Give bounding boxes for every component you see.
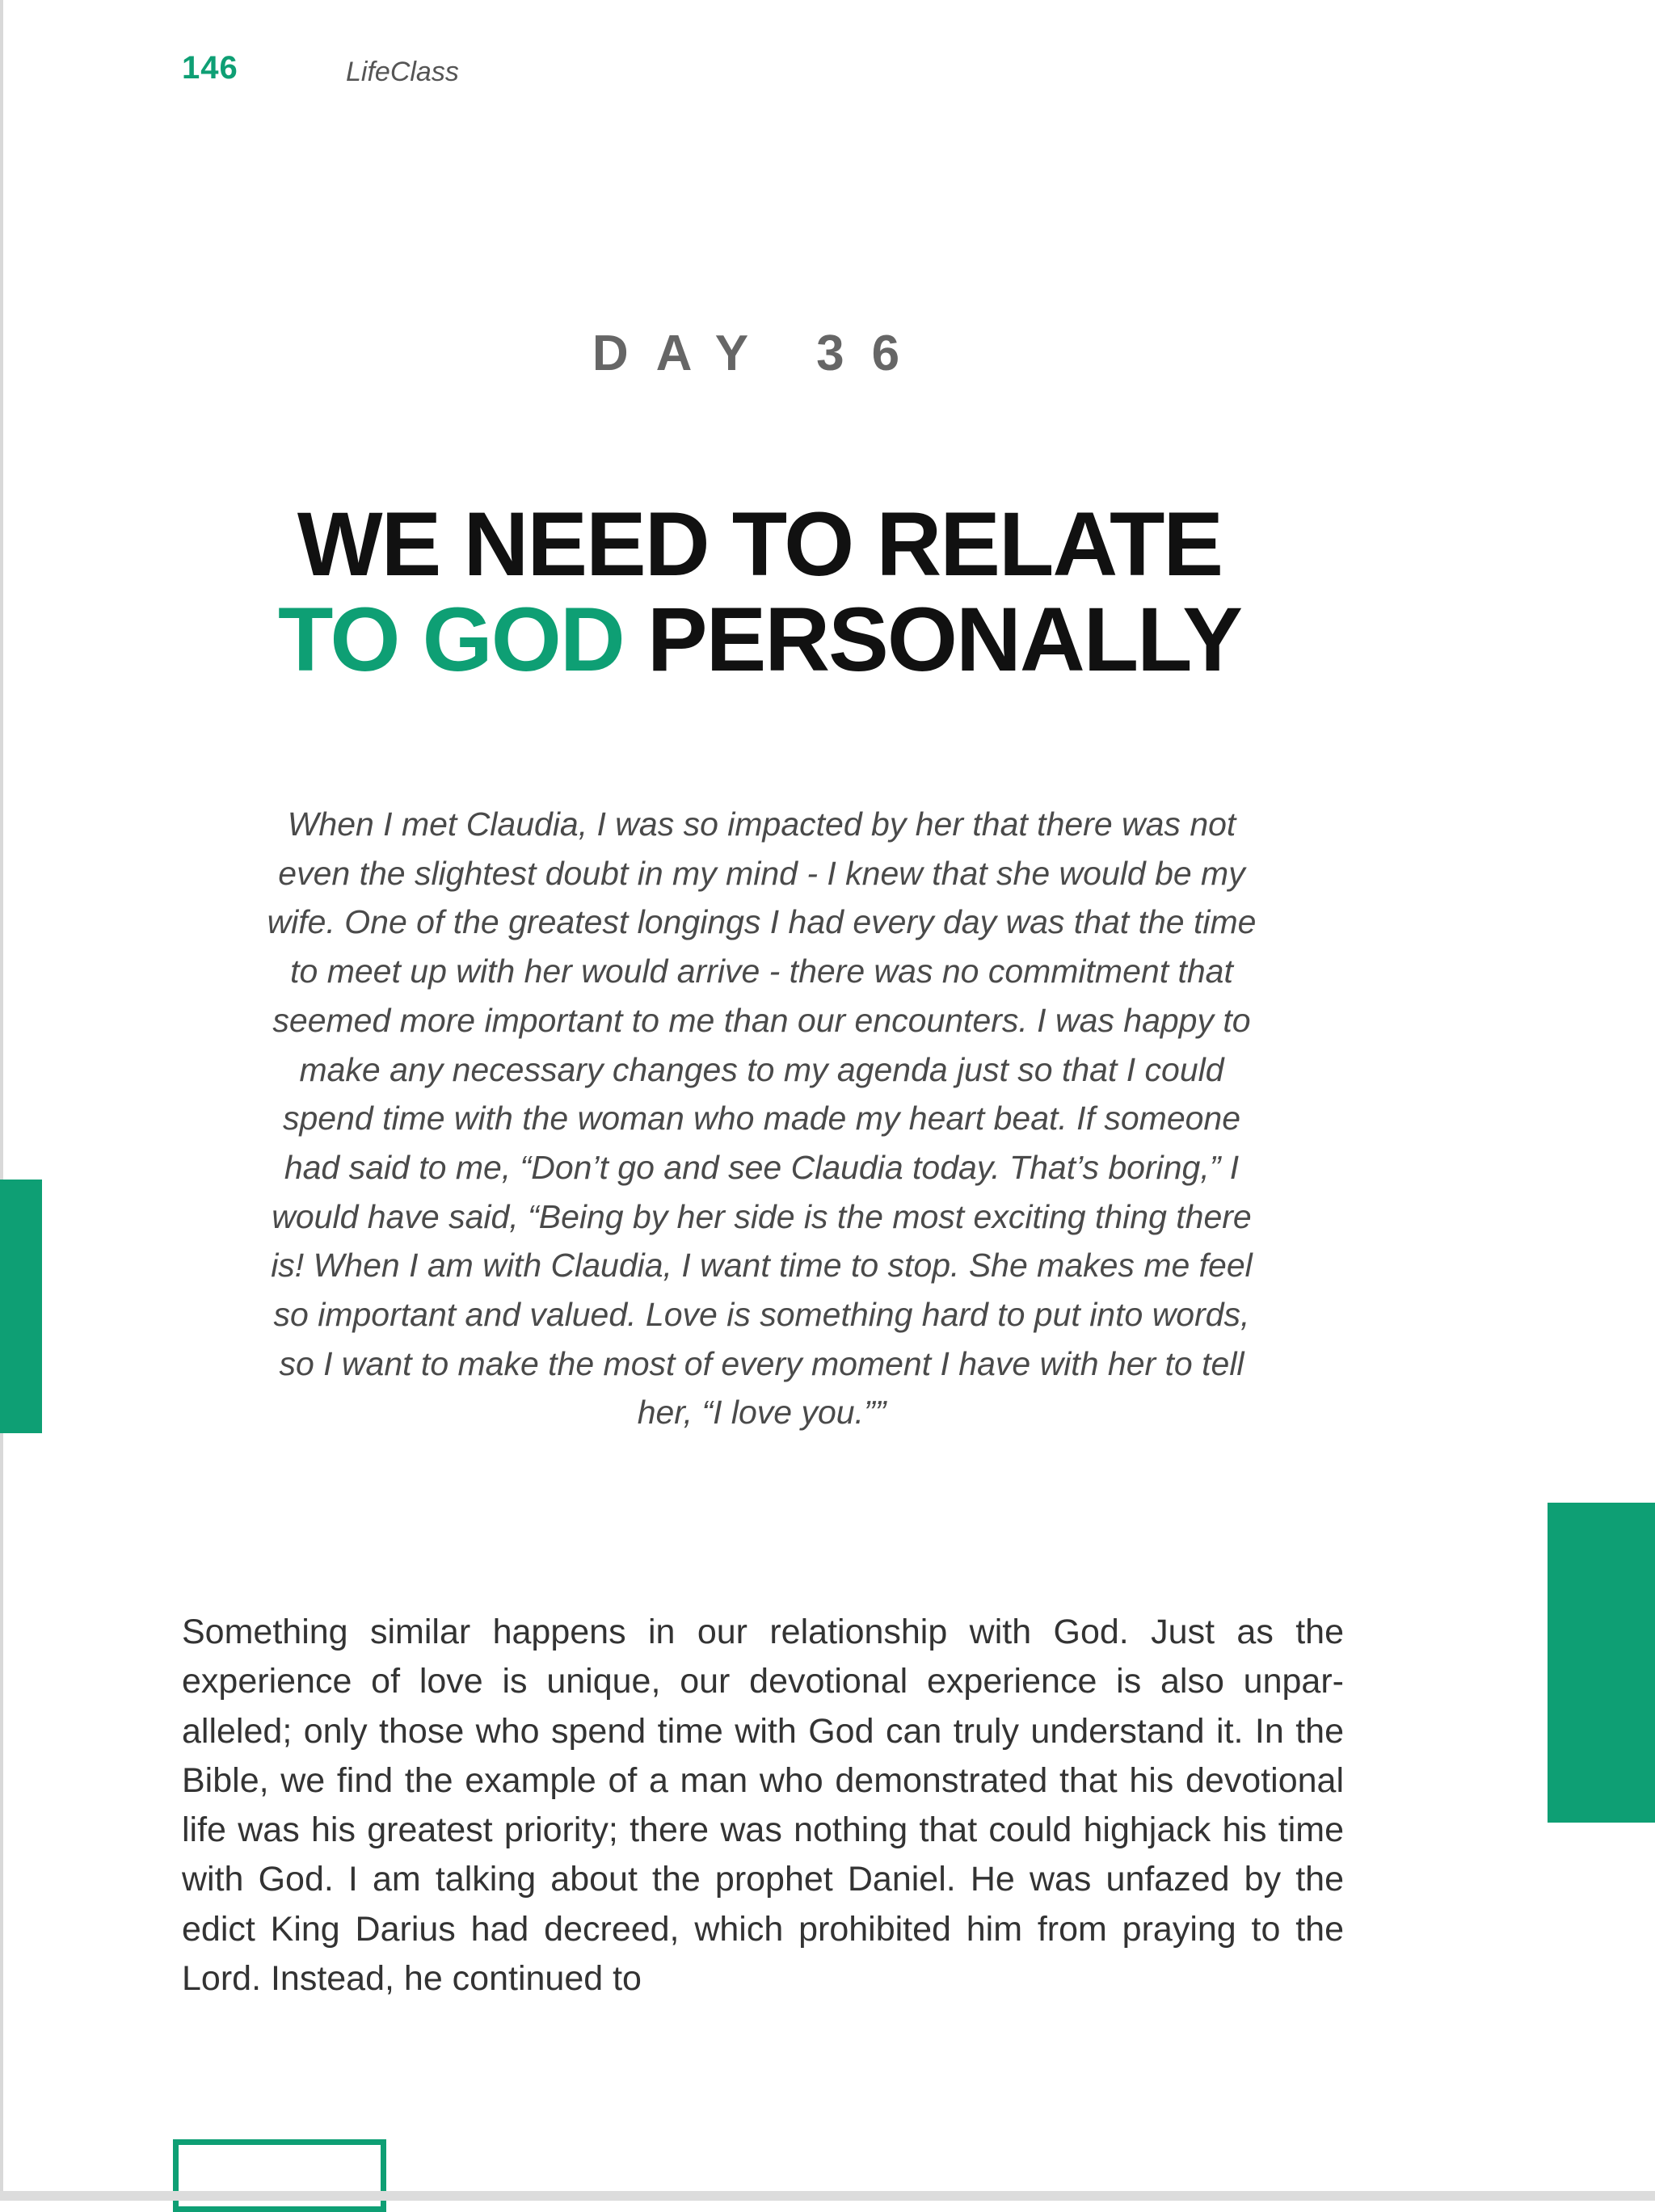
opening-quote: When I met Claudia, I was so impacted by her that there was not even the slightest doubt in my mind - I knew that she would be my wife. One of the greatest longings I had every day was that the time to meet up with her would arrive - there was no commitment that seemed more important to me than our encounters. I was happy to make any necessary changes to my agenda just so that I could spend time with the woman who made my heart beat. If someone had said to me, “Don’t go and see Claudia today. That’s boring,” I would have said, “Being by her side is the most exciting thing there is! When I am with Claudia, I want time to stop. She makes me feel so important and valued. Love is something hard to put into words, so I want to make the most of every moment I have with her to tell her, “I love you.”” [267, 805, 1257, 1432]
body-paragraph: Something similar happens in our relationship with God. Just as the experience of love is unique, our devotional experience is also unparalleled; only those who spend time with God can truly understand it. In the Bible, we find the example of a man who demonstrated that his devotional life was his greatest priority; there was nothing that could highjack his time with God. I am talking about the prophet Daniel. He was unfazed by the edict King Darius had decreed, which prohibited him from praying to the Lord. Instead, he continued to [182, 1613, 1344, 1999]
chapter-title [0, 494, 1519, 690]
title-accent: TO GOD [278, 589, 624, 690]
edge-tab-left [0, 1180, 42, 1433]
page-number: 146 [182, 50, 238, 86]
title-line-2-rest: PERSONALLY [646, 589, 1241, 690]
bottom-frame-box [173, 2139, 386, 2212]
page-edge-bottom [0, 2191, 1655, 2201]
day-label: DAY 36 [592, 326, 928, 381]
running-head: LifeClass [346, 57, 459, 87]
title-line-1: WE NEED TO RELATE [297, 494, 1223, 595]
edge-tab-right [1548, 1503, 1655, 1823]
